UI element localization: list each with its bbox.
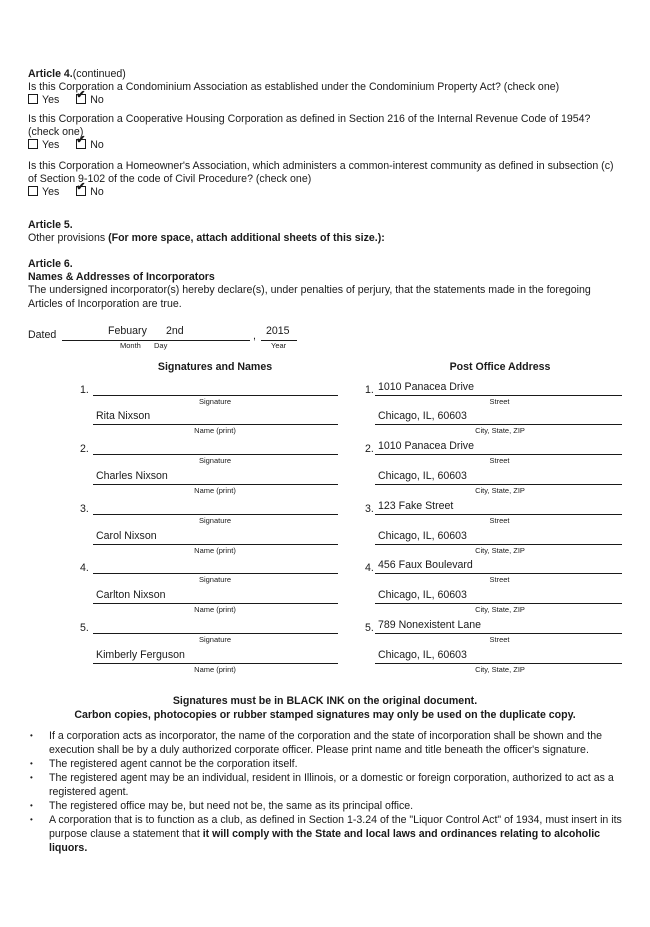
year-caption: Year (271, 341, 287, 350)
city-line (375, 603, 622, 604)
signature-line[interactable] (93, 395, 338, 396)
street-caption: Street (489, 516, 510, 525)
ink-note-line1: Signatures must be in BLACK INK on the original document. (172, 695, 478, 707)
name-line (93, 544, 338, 545)
signature-caption: Signature (198, 397, 232, 406)
incorporator-name[interactable]: Rita Nixson (96, 410, 151, 422)
note-item (28, 771, 624, 799)
date-year[interactable]: 2015 (266, 325, 290, 337)
yes-option[interactable] (28, 186, 59, 199)
street-caption: Street (489, 635, 510, 644)
signature-caption: Signature (198, 516, 232, 525)
no-label: No (90, 186, 104, 199)
article6-text: The undersigned incorporator(s) hereby declare(s), under penalties of perjury, that the statements made in the foregoing Articles of Incorporation are true. (28, 284, 591, 310)
street-caption: Street (489, 456, 510, 465)
signature-caption: Signature (198, 575, 232, 584)
question-text: Is this Corporation a Cooperative Housing Corporation as defined in Section 216 of the Internal Revenue Code of 1954? (check one) (28, 113, 591, 139)
street-value[interactable]: 1010 Panacea Drive (378, 440, 474, 452)
incorporator-name[interactable]: Carol Nixson (96, 530, 157, 542)
signatures-column-heading: Signatures and Names (157, 361, 273, 373)
signature-line[interactable] (93, 514, 338, 515)
street-value[interactable]: 123 Fake Street (378, 500, 454, 512)
city-caption: City, State, ZIP (475, 426, 525, 435)
incorporator-name[interactable]: Carlton Nixson (96, 589, 166, 601)
city-value[interactable]: Chicago, IL, 60603 (378, 470, 467, 482)
street-line (375, 573, 622, 574)
note-item (28, 757, 624, 771)
street-line (375, 454, 622, 455)
note-text-bold: it will comply with the State and local laws and ordinances relating to alcoholic liquors. (49, 828, 601, 854)
street-line (375, 514, 622, 515)
article6-subheading: Names & Addresses of Incorporators (28, 271, 215, 284)
name-caption: Name (print) (194, 546, 236, 555)
city-line (375, 544, 622, 545)
question-homeowners (28, 160, 624, 200)
question-condominium (28, 81, 624, 107)
date-comma: , (253, 330, 256, 342)
note-item (28, 813, 624, 855)
address-column-heading: Post Office Address (449, 361, 551, 373)
row-number: 3. (365, 503, 374, 515)
name-line (93, 663, 338, 664)
article6 (28, 258, 624, 311)
city-line (375, 484, 622, 485)
row-number: 4. (80, 562, 89, 574)
note-item (28, 729, 624, 757)
row-number: 5. (365, 622, 374, 634)
answer-options (28, 186, 624, 199)
signature-line[interactable] (93, 454, 338, 455)
yes-option[interactable] (28, 139, 59, 152)
checked-checkbox-icon[interactable] (76, 94, 86, 104)
name-line (93, 603, 338, 604)
street-value[interactable]: 789 Nonexistent Lane (378, 619, 482, 631)
month-caption: Month (120, 341, 141, 350)
note-text: The registered agent may be an individual, resident in Illinois, or a domestic or foreign corporation, authorized to act as a registered agent. (49, 772, 614, 798)
article4-title: Article 4. (28, 68, 73, 80)
signature-line[interactable] (93, 573, 338, 574)
note-item (28, 799, 624, 813)
article5-text-plain: Other provisions (28, 232, 109, 245)
incorporator-name[interactable]: Charles Nixson (96, 470, 168, 482)
name-caption: Name (print) (194, 486, 236, 495)
no-option[interactable] (76, 94, 104, 107)
city-line (375, 663, 622, 664)
signature-caption: Signature (198, 456, 232, 465)
note-text: A corporation that is to function as a club, as defined in Section 1-3.24 of the "Liquor Control Act" of 1934, must insert in its purpose clause a statement that (49, 814, 622, 840)
no-option[interactable] (76, 186, 104, 199)
city-value[interactable]: Chicago, IL, 60603 (378, 589, 467, 601)
checkbox-icon[interactable] (28, 94, 38, 104)
street-value[interactable]: 456 Faux Boulevard (378, 559, 473, 571)
street-caption: Street (489, 575, 510, 584)
yes-label: Yes (42, 186, 60, 199)
signature-line[interactable] (93, 633, 338, 634)
name-caption: Name (print) (194, 605, 236, 614)
article4-suffix: (continued) (72, 68, 126, 80)
article4-heading (28, 68, 624, 81)
article5-heading: Article 5. (28, 219, 73, 231)
checkbox-icon[interactable] (28, 139, 38, 149)
ink-note-line2: Carbon copies, photocopies or rubber stamped signatures may only be used on the duplicate copy. (74, 709, 576, 721)
note-text: The registered office may be, but need not be, the same as its principal office. (49, 800, 414, 812)
question-cooperative (28, 113, 624, 153)
yes-option[interactable] (28, 94, 59, 107)
street-caption: Street (489, 397, 510, 406)
checked-checkbox-icon[interactable] (76, 139, 86, 149)
row-number: 1. (80, 384, 89, 396)
row-number: 2. (80, 443, 89, 455)
city-caption: City, State, ZIP (475, 605, 525, 614)
street-value[interactable]: 1010 Panacea Drive (378, 381, 474, 393)
city-line (375, 424, 622, 425)
dated-label: Dated (28, 329, 57, 341)
city-caption: City, State, ZIP (475, 546, 525, 555)
name-caption: Name (print) (194, 426, 236, 435)
notes-list (28, 729, 624, 855)
answer-options (28, 94, 624, 107)
yes-label: Yes (42, 139, 60, 152)
article5-text (28, 232, 624, 245)
no-option[interactable] (76, 139, 104, 152)
street-line (375, 395, 622, 396)
name-line (93, 424, 338, 425)
signature-caption: Signature (198, 635, 232, 644)
row-number: 3. (80, 503, 89, 515)
name-line (93, 484, 338, 485)
street-line (375, 633, 622, 634)
question-text: Is this Corporation a Condominium Association as established under the Condominium Property Act? (check one) (28, 81, 560, 93)
city-value[interactable]: Chicago, IL, 60603 (378, 530, 467, 542)
no-label: No (90, 139, 104, 152)
article5-text-bold: (For more space, attach additional sheets of this size.): (108, 232, 385, 245)
note-text: If a corporation acts as incorporator, the name of the corporation and the state of incorporation shall be shown and the execution shall be by a duly authorized corporate officer. Please print name and title beneath the officer's signature. (49, 730, 602, 756)
day-caption: Day (154, 341, 168, 350)
note-text: The registered agent cannot be the corporation itself. (49, 758, 298, 770)
no-label: No (90, 94, 104, 107)
checked-checkbox-icon[interactable] (76, 186, 86, 196)
date-month[interactable]: Febuary (108, 325, 147, 337)
city-value[interactable]: Chicago, IL, 60603 (378, 649, 467, 661)
row-number: 1. (365, 384, 374, 396)
checkbox-icon[interactable] (28, 186, 38, 196)
article6-heading: Article 6. (28, 258, 73, 270)
city-value[interactable]: Chicago, IL, 60603 (378, 410, 467, 422)
question-text: Is this Corporation a Homeowner's Association, which administers a common-interest community as defined in subsection (c) of Section 9-102 of the code of Civil Procedure? (check one) (28, 160, 614, 186)
city-caption: City, State, ZIP (475, 665, 525, 674)
date-day[interactable]: 2nd (166, 325, 184, 337)
row-number: 2. (365, 443, 374, 455)
answer-options (28, 139, 624, 152)
incorporator-name[interactable]: Kimberly Ferguson (96, 649, 185, 661)
row-number: 4. (365, 562, 374, 574)
row-number: 5. (80, 622, 89, 634)
city-caption: City, State, ZIP (475, 486, 525, 495)
name-caption: Name (print) (194, 665, 236, 674)
yes-label: Yes (42, 94, 60, 107)
article5 (28, 219, 624, 245)
